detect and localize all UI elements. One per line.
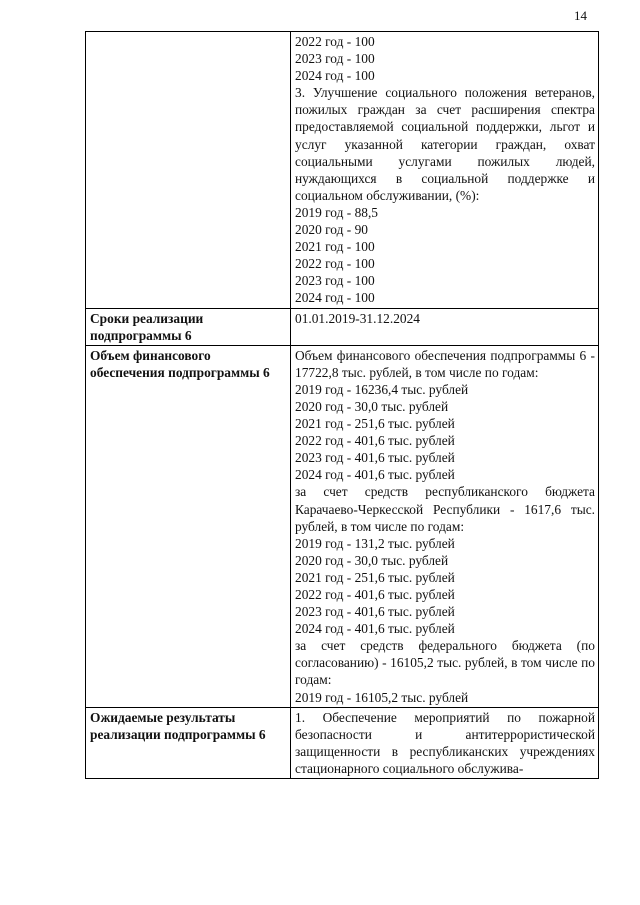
row-label: Ожидаемые результаты реализации подпрограммы 6 [86,707,291,778]
value-paragraph: 1. Обеспечение мероприятий по пожарной безопасности и антитеррористической защищенности в республиканских учреждениях стационарного социального обслужива- [295,709,595,776]
value-line: 2019 год - 16105,2 тыс. рублей [295,689,469,705]
value-line: 2021 год - 251,6 тыс. рублей [295,416,455,432]
value-line: 2023 год - 401,6 тыс. рублей [295,604,455,620]
value-line: 2022 год - 401,6 тыс. рублей [295,587,455,602]
value-line: 2020 год - 30,0 тыс. рублей [295,552,449,568]
value-paragraph: за счет средств федерального бюджета (по согласованию) - 16105,2 тыс. рублей, в том числе по годам: [295,638,595,688]
row-label: Объем финансового обеспечения подпрограммы 6 [86,345,291,707]
page-number: 14 [574,8,587,23]
row-value [291,707,599,778]
value-line: 2020 год - 90 [295,222,368,238]
value-line: 2023 год - 401,6 тыс. рублей [295,450,455,466]
row-value [291,32,599,309]
subprogram-passport-table [85,31,599,779]
table-row [86,707,599,778]
value-line: 2021 год - 251,6 тыс. рублей [295,569,455,585]
value-line: 2019 год - 131,2 тыс. рублей [295,535,455,551]
table-row [86,345,599,707]
value-paragraph: за счет средств республиканского бюджета Карачаево-Черкесской Республики - 1617,6 тыс. рублей, в том числе по годам: [295,484,595,534]
row-value [291,345,599,707]
value-line: 2022 год - 401,6 тыс. рублей [295,433,455,449]
table-row [86,308,599,345]
row-label [86,32,291,309]
value-line: 2024 год - 401,6 тыс. рублей [295,621,455,637]
value-line: 01.01.2019-31.12.2024 [295,310,420,326]
value-line: 2020 год - 30,0 тыс. рублей [295,398,449,414]
row-value [291,308,599,345]
value-line: 2021 год - 100 [295,239,375,255]
value-line: 2024 год - 100 [295,68,375,84]
value-line: 2022 год - 100 [295,256,375,272]
value-line: 2022 год - 100 [295,34,375,49]
value-line: 2019 год - 88,5 [295,204,378,220]
row-label: Сроки реализации подпрограммы 6 [86,308,291,345]
value-line: 2024 год - 100 [295,290,375,306]
value-paragraph: 3. Улучшение социального положения ветеранов, пожилых граждан за счет расширения спектра предоставляемой социальной поддержки, льгот и услуг указанной категории граждан, охват социальными услугами пожилых людей, нуждающихся в социальной поддержке и социальном обслуживании, (%): [295,85,595,203]
value-line: 2023 год - 100 [295,273,375,289]
table-row [86,32,599,309]
value-paragraph: Объем финансового обеспечения подпрограммы 6 - 17722,8 тыс. рублей, в том числе по годам: [295,347,595,380]
value-line: 2019 год - 16236,4 тыс. рублей [295,381,469,397]
value-line: 2023 год - 100 [295,51,375,67]
value-line: 2024 год - 401,6 тыс. рублей [295,467,455,483]
